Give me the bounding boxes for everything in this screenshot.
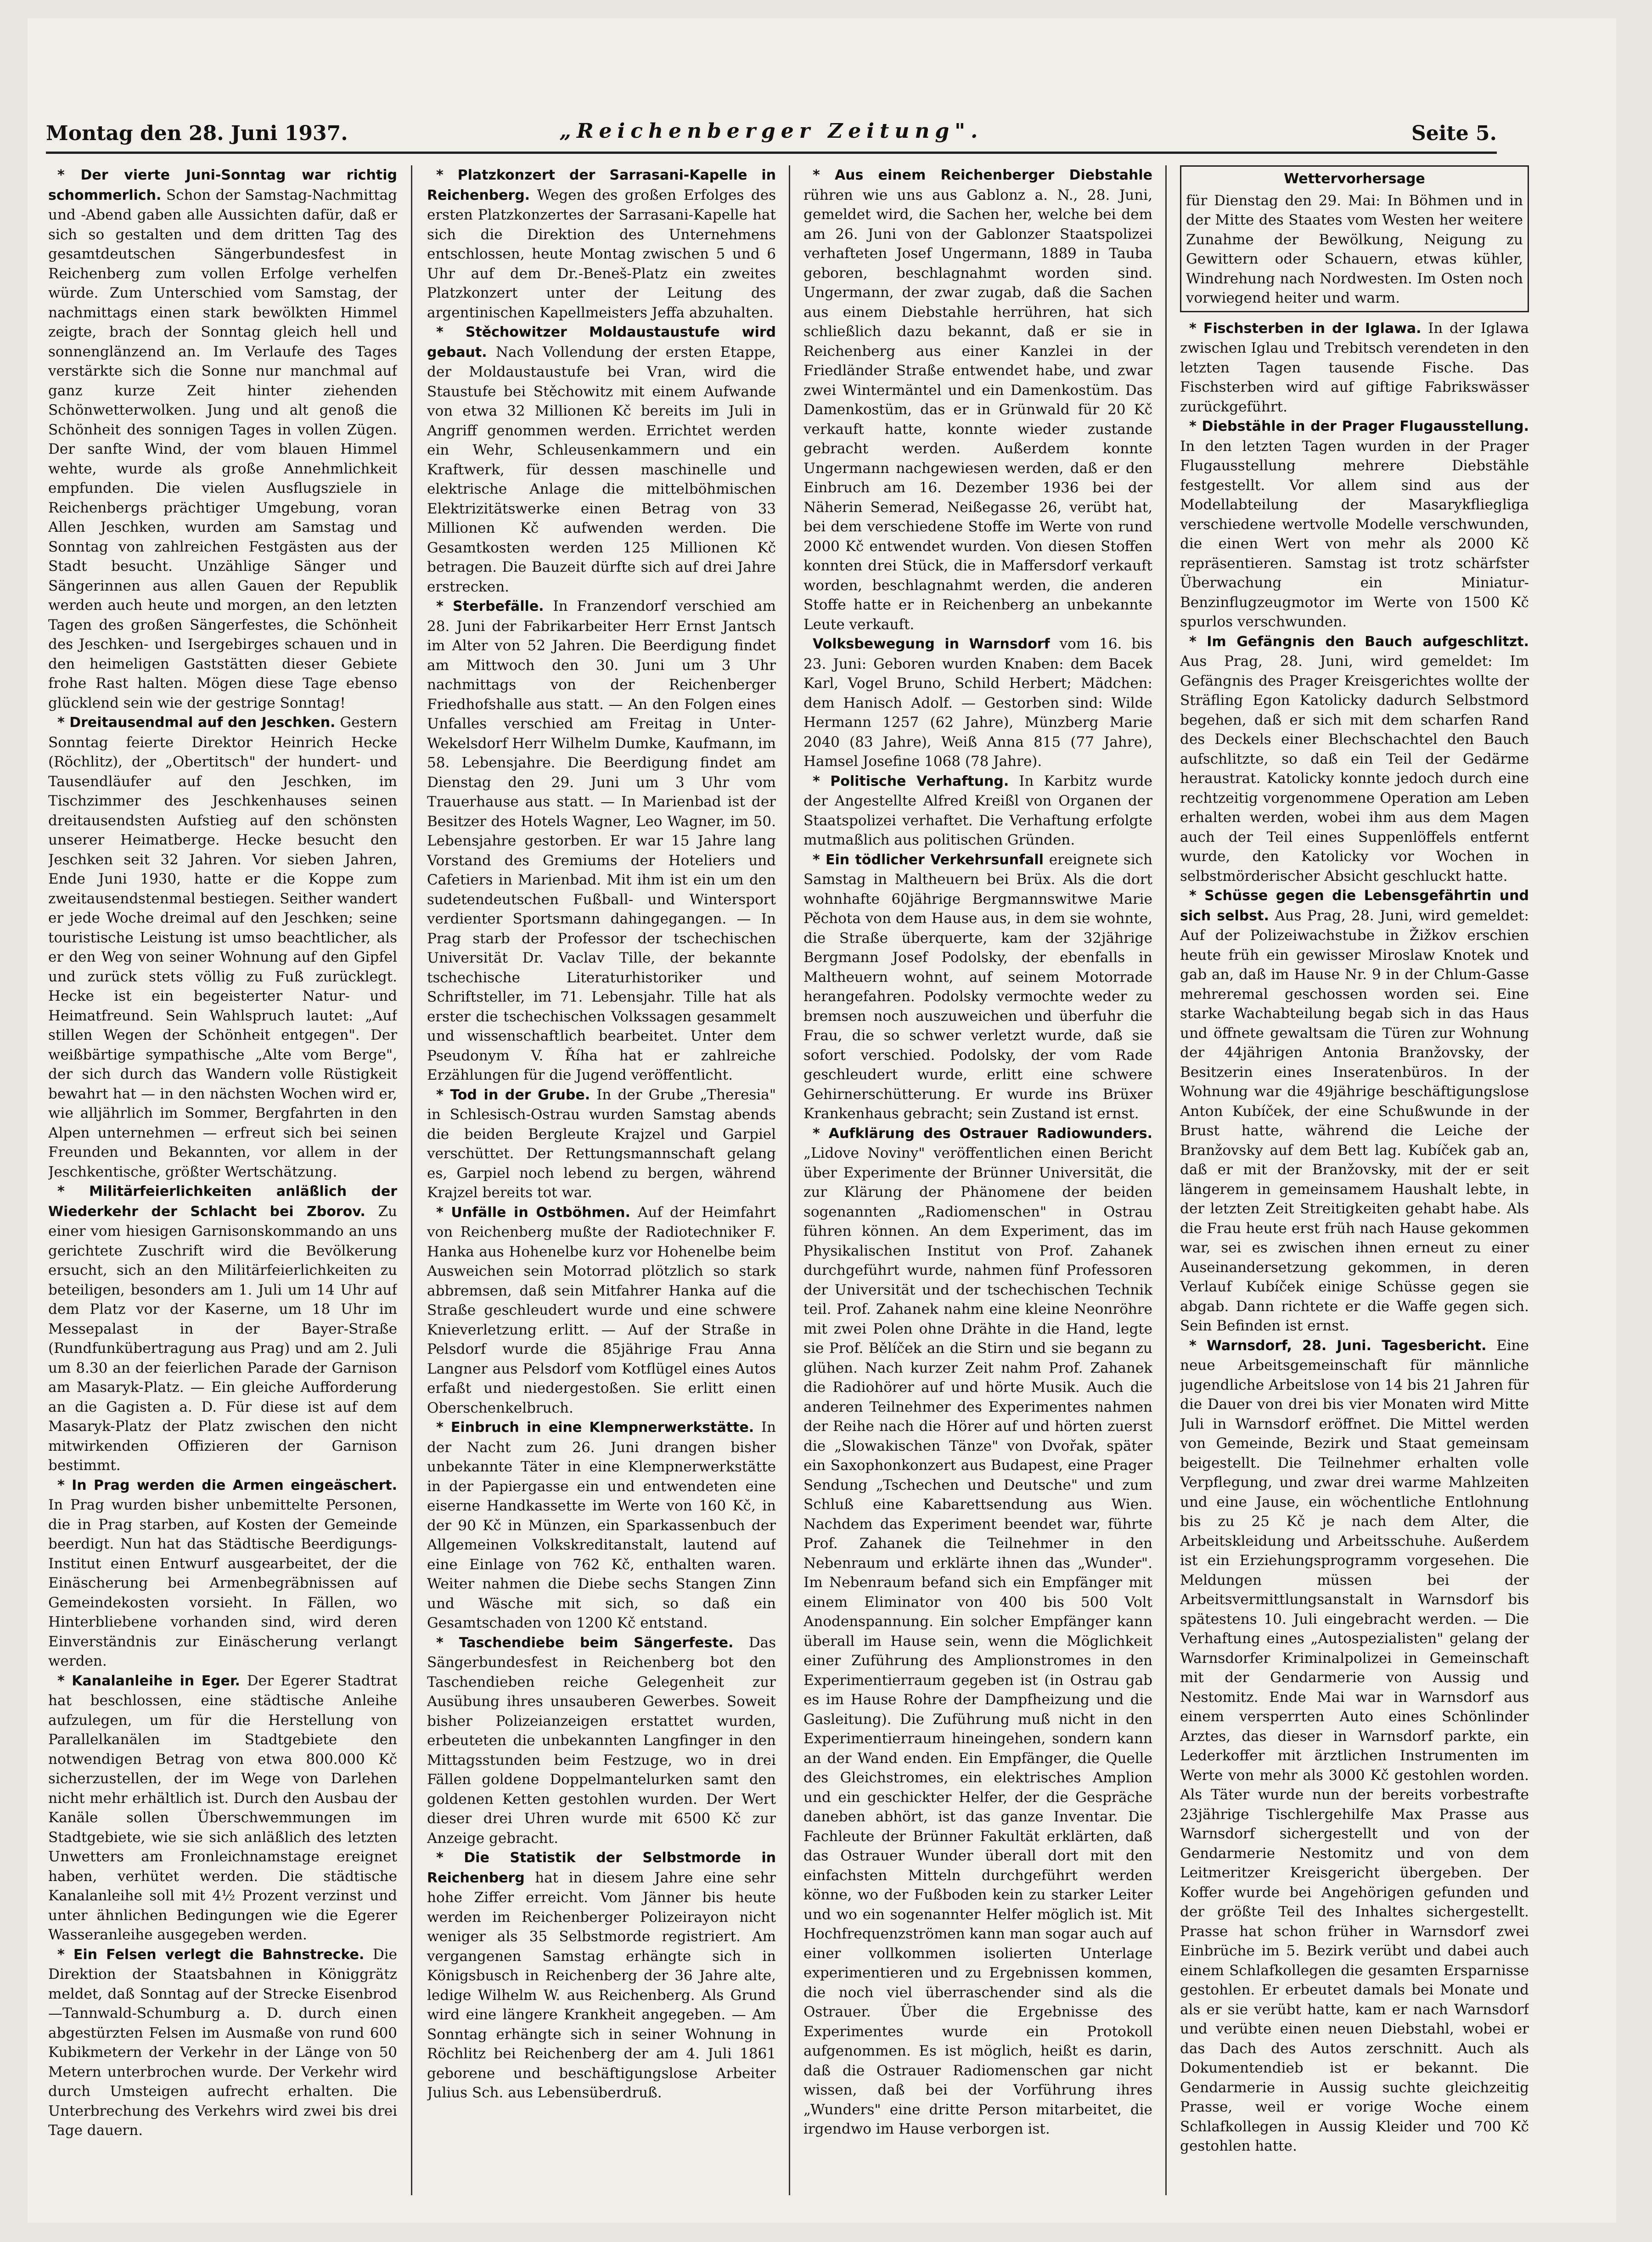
article [1180, 886, 1529, 1336]
article [427, 597, 776, 1085]
article-body: Eine neue Arbeitsgemeinschaft für männliche jugendliche Arbeitslose von 14 bis 21 Jahren für die Dauer von drei bis vier Monaten wird Mitte Juli in Warnsdorf eröffnet. Die Mittel werden von Gemeinde, Bezirk und Staat gemeinsam beigestellt. Die Teilnehmer erhalten volle Verpflegung, und zwar drei warme Mahlzeiten und eine Jause, ein wöchentliche Entlohnung bis zu 25 Kč je nach dem Alter, die Arbeitskleidung und Arbeitsschuhe. Außerdem ist ein Erziehungsprogramm vorgesehen. Die Meldungen müssen bei der Arbeitsvermittlungsanstalt in Warnsdorf bis spätestens 10. Juli eingebracht werden. — Die Verhaftung eines „Autospezialisten" gelang der Warnsdorfer Kriminalpolizei in Gemeinschaft mit der Gendarmerie von Aussig und Nestomitz. Ende Mai war in Warnsdorf aus einem versperrten Auto eines Schönlinder Arztes, das dieser in Warnsdorf parkte, ein Lederkoffer mit ärztlichen Instrumenten im Werte von mehr als 3000 Kč gestohlen worden. Als Täter wurde nun der bereits vorbestrafte 23jährige Tischlergehilfe Max Prasse aus Warnsdorf sichergestellt und von der Gendarmerie Nestomitz und von dem Leitmeritzer Kreisgericht übergeben. Der Koffer wurde bei Angehörigen gefunden und der größte Teil des Inhaltes sichergestellt. Prasse hat schon früher in Warnsdorf zwei Einbrüche im 5. Bezirk verübt und dabei auch einem Schlafkollegen die gesamten Ersparnisse gestohlen. Er erbeutet damals bei Monate und als er sie verübt hatte, kam er nach Warnsdorf und verübte einen neuen Diebstahl, wobei er das Dach des Autos zerschnitt. Auch als Dokumentendieb ist er bekannt. Die Gendarmerie in Aussig suchte gleichzeitig Prasse, weil er vorige Woche einem Schlafkollegen in Aussig Kleider und 700 Kč gestohlen hatte. [1180, 1337, 1529, 2154]
column-divider [1165, 165, 1167, 2195]
header-newspaper-title: „Reichenberger Zeitung". [559, 119, 983, 143]
article-body: hat in diesem Jahre eine sehr hohe Ziffer erreicht. Vom Jänner bis heute werden im Reichenberger Polizeirayon nicht weniger als 35 Selbstmorde registriert. Am vergangenen Samstag erhängte sich in Königsbusch in Reichenberg der 36 Jahre alte, ledige Wilhelm W. aus Reichenberg. Als Grund wird eine längere Krankheit angegeben. — Am Sonntag erhängte sich in seiner Wohnung in Röchlitz bei Reichenberg der am 4. Juli 1861 geborene und beschäftigungslose Arbeiter Julius Sch. aus Lebensüberdruß. [427, 1869, 776, 2101]
article-headline: * Taschendiebe beim Sängerfeste. [436, 1634, 734, 1651]
article-headline: * Aufklärung des Ostrauer Radiowunders. [813, 1125, 1152, 1142]
article-headline: * Militärfeierlichkeiten anläßlich der Wiederkehr der Schlacht bei Zborov. [48, 1183, 397, 1220]
article [427, 1203, 776, 1418]
column-divider [411, 165, 412, 2195]
article-body: In den letzten Tagen wurden in der Prager Flugausstellung mehrere Diebstähle festgestellt. Vor allem sind aus der Modellabteilung der Masarykfliegliga verschiedene wertvolle Modelle verschwunden, die einen Wert von mehr als 2000 Kč repräsentieren. Samstag ist trotz schärfster Überwachung ein Miniatur-Benzinflugzeugmotor im Werte von 1500 Kč spurlos verschwunden. [1180, 438, 1529, 630]
column-3 [804, 165, 1152, 2195]
article [1180, 1336, 1529, 2156]
article-body: vom 16. bis 23. Juni: Geboren wurden Knaben: dem Bacek Karl, Vogel Bruno, Schild Herbert; Mädchen: dem Hanisch Adolf. — Gestorben sind: Wilde Hermann 1257 (62 Jahre), Münzberg Marie 2040 (83 Jahre), Weiß Anna 815 (77 Jahre), Hamsel Josefine 1068 (78 Jahre). [804, 636, 1152, 770]
article-body: Zu einer vom hiesigen Garnisonskommando an uns gerichtete Zuschrift wird die Bevölkerung ersucht, sich an den Militärfeierlichkeiten zu beteiligen, besonders am 1. Juli um 14 Uhr auf dem Platz vor der Kaserne, um 18 Uhr im Messepalast in der Bayer-Straße (Rundfunkübertragung aus Prag) und am 2. Juli um 8.30 an der feierlichen Parade der Garnison am Masaryk-Platz. — Ein gleiche Aufforderung an die Gagisten a. D. Für diese ist auf dem Masaryk-Platz der Platz zwischen den nicht mitwirkenden Offizieren der Garnison bestimmt. [48, 1203, 397, 1474]
column-4 [1180, 165, 1529, 2195]
article-body: In Franzendorf verschied am 28. Juni der Fabrikarbeiter Herr Ernst Jantsch im Alter von 52 Jahren. Die Beerdigung findet am Mittwoch den 30. Juni um 3 Uhr nachmittags von der Reichenberger Friedhofshalle aus statt. — An den Folgen eines Unfalles verschied am Freitag in Unter-Wekelsdorf Herr Wilhelm Dumke, Kaufmann, im 58. Lebensjahre. Die Beerdigung findet am Dienstag den 29. Juni um 3 Uhr vom Trauerhause aus statt. — In Marienbad ist der Besitzer des Hotels Wagner, Leo Wagner, im 50. Lebensjahre gestorben. Er war 15 Jahre lang Vorstand des Gremiums der Hoteliers und Cafetiers in Marienbad. Mit ihm ist ein um den sudetendeutschen Fußball- und Wintersport verdienter Sportsmann dahingegangen. — In Prag starb der Professor der tschechischen Universität Dr. Vaclav Tille, der bekannte tschechische Literaturhistoriker und Schriftsteller, im 71. Lebensjahr. Tille hat als erster die tschechischen Volkssagen gesammelt und wissenschaftlich bearbeitet. Unter dem Pseudonym V. Říha hat er zahlreiche Erzählungen für die Jugend veröffentlicht. [427, 598, 776, 1083]
article-headline: * Sterbefälle. [436, 598, 544, 614]
column-2 [427, 165, 776, 2195]
article [48, 1476, 397, 1671]
article-body: Aus Prag, 28. Juni, wird gemeldet: Auf der Polizeiwachstube in Žižkov erschien heute früh ein gewisser Miroslaw Knotek und gab an, daß im Hause Nr. 9 in der Chlum-Gasse mehreremal geschossen worden sei. Eine starke Wachabteilung begab sich in das Haus und öffnete gewaltsam die Türen zur Wohnung der 44jährigen Antonia Branžovsky, der Besitzerin eines Inseratenbüros. In der Wohnung war die 49jährige beschäftigungslose Anton Kubíček, der eine Schußwunde in der Brust hatte, während die Leiche der Branžovsky auf dem Bett lag. Kubíček gab an, daß er mit der Branžovsky, mit der er seit längerem in gemeinsamem Haushalt lebte, in der letzten Zeit Streitigkeiten gehabt habe. Als die Frau heute erst früh nach Hause gekommen war, sei es zwischen ihnen erneut zu einer Auseinandersetzung gekommen, in deren Verlauf Kubíček einige Schüsse gegen sie abgab. Dann richtete er die Waffe gegen sich. Sein Befinden ist ernst. [1180, 907, 1529, 1334]
article-headline: * In Prag werden die Armen eingeäschert. [57, 1477, 397, 1493]
article-headline: Volksbewegung in Warnsdorf [813, 636, 1050, 652]
article-headline: * Ein tödlicher Verkehrsunfall [813, 851, 1044, 868]
article-body: Das Sängerbundesfest in Reichenberg bot den Taschendieben reiche Gelegenheit zur Ausübung ihres unsauberen Gewerbes. Soweit bisher Polizeianzeigen erstattet wurden, erbeuteten die unbekannten Langfinger in den Mittagsstunden beim Festzuge, wo in drei Fällen goldene Doppelmantelurken samt den goldenen Ketten gestohlen wurden. Der Wert dieser drei Uhren wurde mit 6500 Kč zur Anzeige gebracht. [427, 1634, 776, 1847]
article [48, 1945, 397, 2141]
article-body: In der Nacht zum 26. Juni drangen bisher unbekannte Täter in eine Klempnerwerkstätte in der Papiergasse ein und entwendeten eine eiserne Handkassette im Werte von 160 Kč, in der 90 Kč in Münzen, ein Sparkassenbuch der Allgemeinen Volkskreditanstalt, lautend auf eine Einlage von 762 Kč, enthalten waren. Weiter nahmen die Diebe sechs Stangen Zinn und Wäsche mit sich, so daß ein Gesamtschaden von 1200 Kč entstand. [427, 1419, 776, 1631]
article-body: In Prag wurden bisher unbemittelte Personen, die in Prag starben, auf Kosten der Gemeinde beerdigt. Nun hat das Städtische Beerdigungs-Institut einen Entwurf ausgearbeitet, der die Einäscherung bei Armenbegräbnissen auf Gemeindekosten vorsieht. In Fällen, wo Hinterbliebene vorhanden sind, wird deren Einverständnis zur Einäscherung verlangt werden. [48, 1497, 397, 1669]
article-body: rühren wie uns aus Gablonz a. N., 28. Juni, gemeldet wird, die Sachen her, welche bei dem am 26. Juni von der Gablonzer Staatspolizei verhafteten Josef Ungermann, 1889 in Tauba geboren, beschlagnahmt worden sind. Ungermann, der zwar zugab, daß die Sachen aus einem Diebstahle herrühren, hat sich schließlich dazu bekannt, daß er sie in Reichenberg aus einer Kanzlei in der Friedländer Straße entwendet habe, und zwar zwei Wintermäntel und ein Damenkostüm. Das Damenkostüm, das er in Grünwald für 20 Kč verkauft hatte, konnte wieder zustande gebracht werden. Außerdem konnte Ungermann nachgewiesen werden, daß er den Einbruch am 16. Dezember 1936 bei der Näherin Semerad, Neißegasse 26, verübt hat, bei dem verschiedene Stoffe im Werte von rund 2000 Kč entwendet wurden. Von diesen Stoffen konnten drei Stück, die in Maffersdorf verkauft worden, beschlagnahmt werden, die anderen Stoffe hatte er in Reichenberg an unbekannte Leute verkauft. [804, 186, 1152, 633]
article [48, 1182, 397, 1476]
article-body: Wegen des großen Erfolges des ersten Platzkonzertes der Sarrasani-Kapelle hat sich die Direktion des Unternehmens entschlossen, heute Montag zwischen 5 und 6 Uhr auf dem Dr.-Beneš-Platz ein zweites Platzkonzert unter der Leitung des argentinischen Kapellmeisters Jeffa abzuhalten. [427, 186, 776, 321]
article-headline: * Diebstähle in der Prager Flugausstellung. [1189, 418, 1529, 434]
page-header [46, 115, 1497, 154]
article [427, 1085, 776, 1203]
article-headline: * Fischsterben in der Iglawa. [1189, 320, 1422, 337]
weather-forecast-title: Wettervorhersage [1284, 171, 1425, 187]
article [804, 165, 1152, 634]
article-headline: * Kanalanleihe in Eger. [57, 1673, 240, 1689]
article [48, 713, 397, 1182]
article-headline: * Unfälle in Ostböhmen. [436, 1204, 630, 1221]
article [1180, 319, 1529, 417]
article-headline: * Tod in der Grube. [436, 1087, 590, 1103]
article-headline: * Warnsdorf, 28. Juni. Tagesbericht. [1189, 1337, 1487, 1354]
article-body: Schon der Samstag-Nachmittag und -Abend gaben alle Aussichten dafür, daß er sich so gestalten und dem dritten Tag des gesamtdeutschen Sängerbundesfest in Reichenberg zum vollen Erfolge verhelfen würde. Zum Unterschied vom Samstag, der nachmittags einen stark bewölkten Himmel zeigte, brach der Sonntag gleich hell und sonnenglänzend an. Im Verlaufe des Tages verstärkte sich die Sonne nur manchmal auf ganz kurze Zeit hinter ziehenden Schönwetterwolken. Jung und alt genoß die Schönheit des sonnigen Tages in vollen Zügen. Der sanfte Wind, der vom blauen Himmel wehte, wurde als große Annehmlichkeit empfunden. Die vielen Ausflugsziele in Reichenbergs prächtiger Umgebung, voran Allen Jeschken, wurden am Samstag und Sonntag von zahlreichen Festgästen aus der Stadt besucht. Unzählige Sänger und Sängerinnen aus allen Gauen der Republik werden auch heute und morgen, an den letzten Tagen des großen Sängerfestes, die Schönheit des Jeschken- und Isergebirges schauen und in den heimeligen Gaststätten dieser Gebiete frohe Rast halten. Mögen diese Tage ebenso glücklend sein wie der gestrige Sonntag! [48, 186, 397, 711]
newspaper-page [28, 18, 1616, 2223]
weather-forecast-box [1180, 165, 1529, 312]
article [48, 1671, 397, 1945]
article [1180, 632, 1529, 886]
article-body: ereignete sich Samstag in Maltheuern bei Brüx. Als die dort wohnhafte 60jährige Bergmannswitwe Marie Pěchota von dem Hause aus, in dem sie wohnte, die Straße überquerte, kam der 32jährige Bergmann Josef Podolsky, der ebenfalls in Maltheuern wohnt, auf seinem Motorrade herangefahren. Podolsky vermochte weder zu bremsen noch auszuweichen und überfuhr die Frau, die so schwer verletzt wurde, daß sie sofort verschied. Podolsky, der vom Rade geschleudert wurde, erlitt eine schwere Gehirnerschütterung. Er wurde ins Brüxer Krankenhaus gebracht; sein Zustand ist ernst. [804, 851, 1152, 1122]
weather-forecast-text: für Dienstag den 29. Mai: In Böhmen und in der Mitte des Staates vom Westen her weitere Zunahme der Bewölkung, Neigung zu Gewittern oder Schauern, etwas kühler, Windrehung nach Nordwesten. Im Osten noch vorwiegend heiter und warm. [1186, 192, 1523, 306]
article-body: In Karbitz wurde der Angestellte Alfred Kreißl von Organen der Staatspolizei verhaftet. Die Verhaftung erfolgte mutmaßlich aus politischen Gründen. [804, 772, 1152, 848]
article-body: „Lidove Noviny" veröffentlichen einen Bericht über Experimente der Brünner Universität, die zur Klärung der Phänomene der beiden sogenannten „Radiomenschen" in Ostrau führen können. An dem Experiment, das im Physikalischen Institut von Prof. Zahanek durchgeführt wurde, nahmen fünf Professoren der Universität und der tschechischen Technik teil. Prof. Zahanek nahm eine kleine Neonröhre mit zwei Polen ohne Drähte in die Hand, legte sie Prof. Bělíček an die Stirn und sie begann zu glühen. Nach kurzer Zeit nahm Prof. Zahanek die Radiohörer auf und hörte Musik. Auch die anderen Teilnehmer des Experimentes nahmen der Reihe nach die Hörer auf und hörten zuerst die „Slowakischen Tänze" von Dvořak, später ein Saxophonkonzert aus Budapest, eine Prager Sendung „Tschechen und Deutsche" und zum Schluß eine Kabarettsendung aus Wien. Nachdem das Experiment beendet war, führte Prof. Zahanek die Teilnehmer in den Nebenraum und erklärte ihnen das „Wunder". Im Nebenraum befand sich ein Empfänger mit einem Eliminator von 400 bis 500 Volt Anodenspannung. Ein solcher Empfänger kann überall im Hause sein, wenn die Möglichkeit einer Zuführung des Amplionstromes in den Experimentierraum gegeben ist (in Ostrau gab es im Hause Rohre der Dampfheizung und die Gasleitung). Die Zuführung muß nicht in den Experimentierraum hineingehen, sondern kann an der Wand enden. Ein Empfänger, die Quelle des Gleichstromes, ein elektrisches Amplion und ein geschickter Helfer, der die Gespräche daneben abhört, ist das ganze Inventar. Die Fachleute der Brünner Fakultät erklärten, daß das Ostrauer Wunder überall dort mit den einfachsten Mitteln durchgeführt werden könne, wo der Fußboden kein zu starker Leiter und wo ein sogenannter Helfer möglich ist. Mit Hochfrequenzströmen kann man sogar auch auf einer vollkommen isolierten Unterlage experimentieren und zu Ergebnissen kommen, die noch viel überraschender sind als die Ostrauer. Über die Ergebnisse des Experimentes wurde ein Protokoll aufgenommen. Es ist möglich, heißt es darin, daß die Ostrauer Radiomenschen gar nicht wissen, daß bei der Vorführung ihres „Wunders" eine dritte Person mitarbeitet, die irgendwo im Hause verborgen ist. [804, 1145, 1152, 2137]
article [427, 322, 776, 597]
article-headline: * Im Gefängnis den Bauch aufgeschlitzt. [1189, 633, 1529, 650]
article-headline: * Die Statistik der Selbstmorde in Reichenberg [427, 1850, 776, 1886]
article-headline: * Einbruch in eine Klempnerwerkstätte. [436, 1420, 754, 1436]
article [1180, 417, 1529, 632]
article-body: Der Egerer Stadtrat hat beschlossen, eine städtische Anleihe aufzulegen, um für die Herstellung von Parallelkanälen im Stadtgebiete den notwendigen Betrag von etwa 800.000 Kč sicherzustellen, der im Wege von Darlehen nicht mehr erhältlich ist. Durch den Ausbau der Kanäle sollen Überschwemmungen im Stadtgebiete, wie sie sich anläßlich des letzten Unwetters am Fronleichnamstage ereignet haben, verhütet werden. Die städtische Kanalanleihe soll mit 4½ Prozent verzinst und unter ähnlichen Bedingungen wie die Egerer Wasseranleihe ausgegeben werden. [48, 1672, 397, 1943]
article-body: Auf der Heimfahrt von Reichenberg mußte der Radiotechniker F. Hanka aus Hohenelbe kurz vor Hohenelbe beim Ausweichen sein Motorrad plötzlich so stark abbremsen, daß sein Mitfahrer Hanka auf die Straße geschleudert wurde und eine schwere Knieverletzung erlitt. — Auf der Straße in Pelsdorf wurde die 85jährige Frau Anna Langner aus Pelsdorf vom Kotflügel eines Autos erfaßt und niedergestoßen. Sie erlitt einen Oberschenkelbruch. [427, 1204, 776, 1416]
article-headline: * Ein Felsen verlegt die Bahnstrecke. [57, 1946, 365, 1963]
article-body: Die Direktion der Staatsbahnen in Königgrätz meldet, daß Sonntag auf der Strecke Eisenbrod—Tannwald-Schumburg a. D. durch einen abgestürzten Felsen im Ausmaße von rund 600 Kubikmetern der Verkehr in der Länge von 50 Metern unterbrochen wurde. Der Verkehr wird durch Umsteigen aufrecht erhalten. Die Unterbrechung des Verkehrs wird zwei bis drei Tage dauern. [48, 1946, 397, 2139]
article-body: Aus Prag, 28. Juni, wird gemeldet: Im Gefängnis des Prager Kreisgerichtes wollte der Sträfling Egon Katolicky dadurch Selbstmord begehen, daß er sich mit dem scharfen Rand des Deckels einer Blechschachtel den Bauch aufschlitzte, so daß ein Teil der Gedärme heraustrat. Katolicky konnte jedoch durch eine rechtzeitig vorgenommene Operation am Leben erhalten werden, wobei ihm aus dem Magen auch der Teil eines Suppenlöffels entfernt wurde, den Katolicky vor Wochen in selbstmörderischer Absicht geschluckt hatte. [1180, 653, 1529, 884]
article-headline: * Aus einem Reichenberger Diebstahle [813, 167, 1152, 183]
column-1 [48, 165, 397, 2195]
article-headline: * Platzkonzert der Sarrasani-Kapelle in Reichenberg. [427, 167, 776, 203]
article-body: Nach Vollendung der ersten Etappe, der Moldaustaustufe bei Vran, wird die Staustufe bei Stěchowitz mit einem Aufwande von etwa 32 Millionen Kč bereits im Juli in Angriff genommen werden. Errichtet werden ein Wehr, Schleusenkammern und ein Kraftwerk, für dessen maschinelle und elektrische Anlage die mittelböhmischen Elektrizitätswerke einen Betrag von 33 Millionen Kč aufwenden werden. Die Gesamtkosten werden 125 Millionen Kč betragen. Die Bauzeit dürfte sich auf drei Jahre erstrecken. [427, 344, 776, 595]
article [804, 850, 1152, 1124]
article-headline: * Stěchowitzer Moldaustaustufe wird gebaut. [427, 324, 776, 361]
article-headline: * Dreitausendmal auf den Jeschken. [57, 715, 336, 731]
article-body: In der Iglawa zwischen Iglau und Trebitsch verendeten in den letzten Tagen tausende Fische. Das Fischsterben wird auf giftige Fabrikswässer zurückgeführt. [1180, 320, 1529, 415]
article-headline: * Politische Verhaftung. [813, 773, 1009, 789]
article [48, 165, 397, 713]
article [427, 1418, 776, 1633]
article-body: Gestern Sonntag feierte Direktor Heinrich Hecke (Röchlitz), der „Obertitsch" der hundert- und Tausendläufer auf den Jeschken, im Tischzimmer des Jeschkenhauses seinen dreitausendsten Aufstieg auf den schönsten unserer Heimatberge. Hecke besucht den Jeschken seit 32 Jahren. Vor sieben Jahren, Ende Juni 1930, hatte er die Koppe zum zweitausendstenmal bestiegen. Seither wandert er jede Woche dreimal auf den Jeschken; seine touristische Leistung ist umso beachtlicher, als er den Weg von seiner Wohnung auf den Gipfel und zurück stets völlig zu Fuß zurücklegt. Hecke ist ein begeisterter Natur- und Heimatfreund. Sein Wahlspruch lautet: „Auf stillen Wegen der Schönheit entgegen". Der weißbärtige sympathische „Alte vom Berge", der sich durch das Wandern volle Rüstigkeit bewahrt hat — in den nächsten Wochen wird er, wie alljährlich im Sommer, Bergfahrten in den Alpen unternehmen — erfreut sich bei seinen Freunden und Bekannten, vor allem in der Jeschkentische, größter Wertschätzung. [48, 714, 397, 1180]
article [427, 165, 776, 322]
header-date: Montag den 28. Juni 1937. [46, 122, 348, 145]
article [427, 1633, 776, 1848]
article-headline: * Schüsse gegen die Lebensgefährtin und sich selbst. [1180, 888, 1529, 924]
column-divider [789, 165, 790, 2195]
article [804, 1124, 1152, 2139]
article-body: In der Grube „Theresia" in Schlesisch-Ostrau wurden Samstag abends die beiden Bergleute Krajzel und Garpiel verschüttet. Der Rettungsmannschaft gelang es, Garpiel noch lebend zu bergen, während Krajzel bereits tot war. [427, 1086, 776, 1201]
article [804, 772, 1152, 850]
article [804, 634, 1152, 772]
header-page-number: Seite 5. [1411, 122, 1497, 145]
article [427, 1848, 776, 2103]
article-headline: * Der vierte Juni-Sonntag war richtig schommerlich. [48, 167, 397, 203]
